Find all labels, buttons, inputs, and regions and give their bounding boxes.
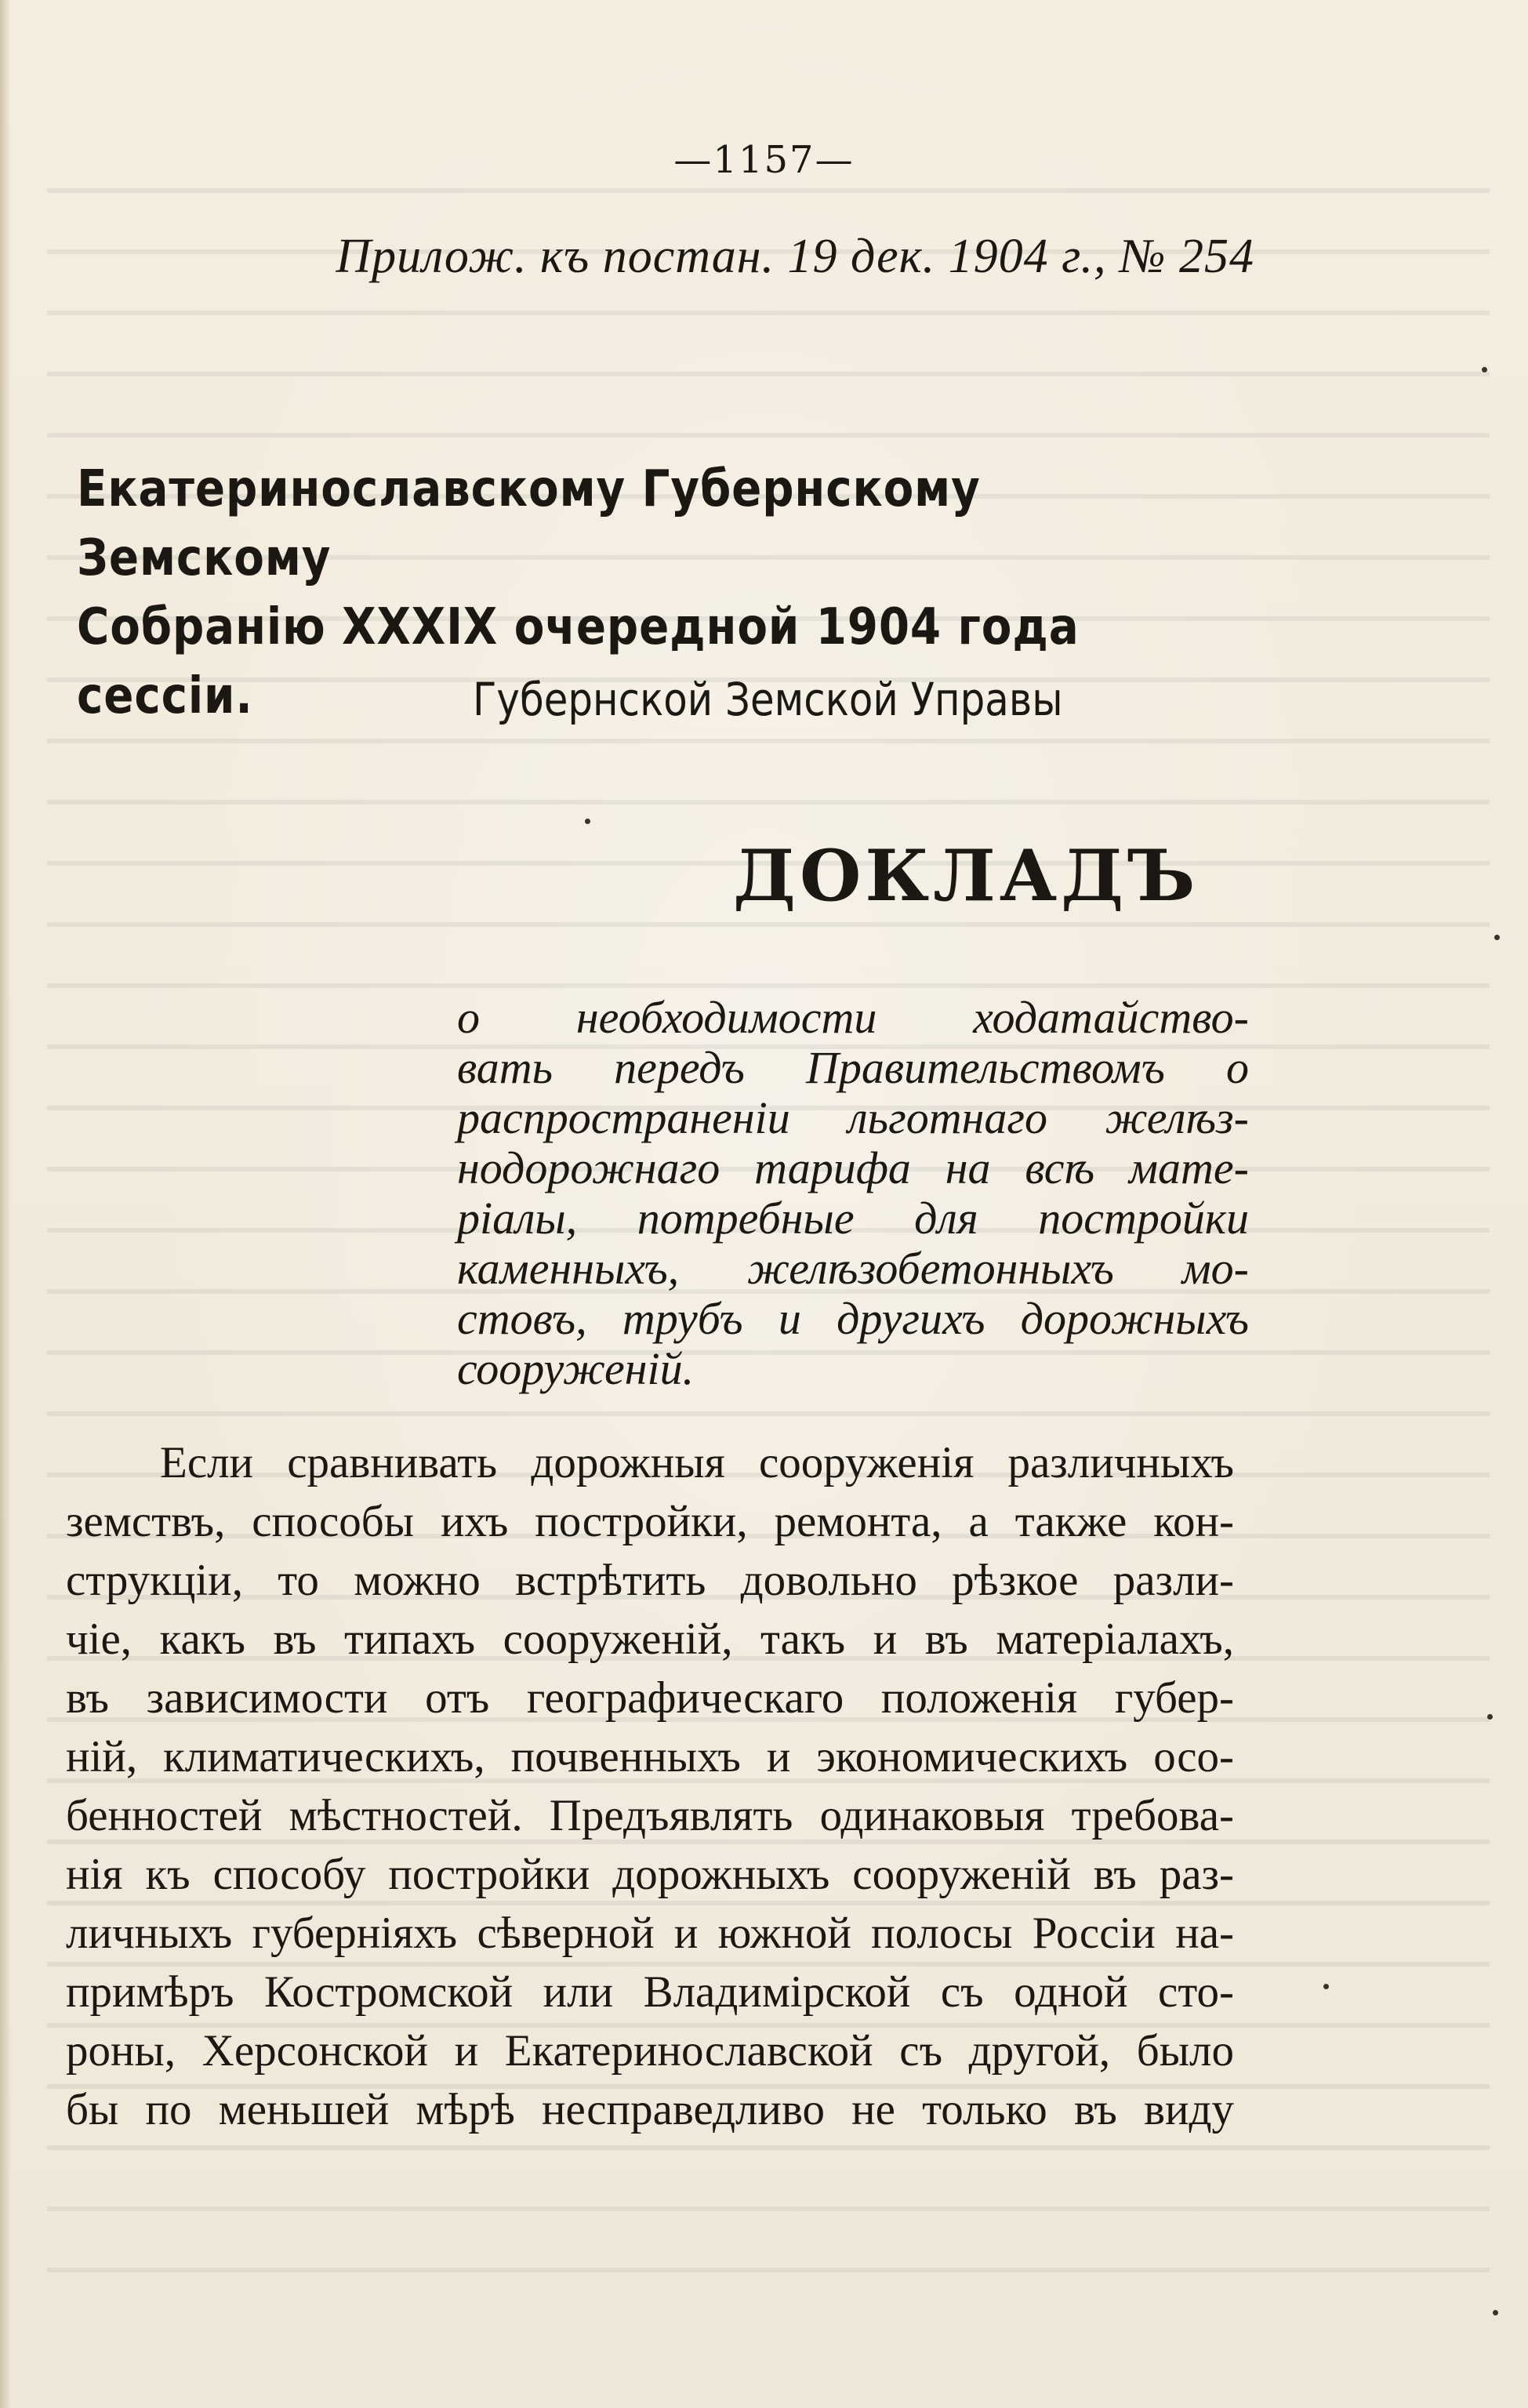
body-line: въ зависимости отъ географическаго положенія губер- — [66, 1673, 1234, 1723]
appendix-note: Прилож. къ постан. 19 дек. 1904 г., № 254 — [336, 230, 1254, 283]
body-line: личныхъ губерніяхъ сѣверной и южной полосы Россіи на- — [66, 1909, 1234, 1958]
ink-speck — [1494, 935, 1500, 940]
subject-line: стовъ, трубъ и другихъ дорожныхъ — [457, 1293, 1249, 1344]
body-paragraph — [66, 1433, 1234, 2139]
subject-line: распространеніи льготнаго желѣз- — [457, 1092, 1249, 1143]
subject-line: сооруженій. — [457, 1343, 695, 1394]
ink-speck — [1487, 1714, 1493, 1720]
subject-line: ріалы, потребные для постройки — [457, 1193, 1249, 1244]
report-title: ДОКЛАДЪ — [733, 834, 1200, 917]
subject-line: вать передъ Правительствомъ о — [457, 1042, 1249, 1093]
body-line: бы по меньшей мѣрѣ несправедливо не только въ виду — [66, 2085, 1234, 2134]
addressee-line-1: Екатеринославскому Губернскому Земскому — [77, 460, 981, 587]
body-line: Если сравнивать дорожныя сооруженія различныхъ — [160, 1438, 1234, 1487]
subject-line: о необходимости ходатайство- — [457, 992, 1249, 1043]
ink-speck — [585, 819, 590, 824]
ink-speck — [1482, 367, 1487, 372]
page-edge-shadow — [0, 0, 11, 2408]
report-subject — [457, 993, 1249, 1394]
ink-speck — [1323, 1984, 1329, 1989]
subject-line: нодорожнаго тарифа на всѣ мате- — [457, 1142, 1249, 1193]
page-number: —1157— — [673, 138, 855, 182]
body-line: примѣръ Костромской или Владимірской съ одной сто- — [66, 1967, 1234, 2017]
issuer-line: Губернской Земской Управы — [473, 673, 1063, 726]
body-line: нія къ способу постройки дорожныхъ сооруженій въ раз- — [66, 1850, 1234, 1899]
addressee-line-2: Собранію XXXIX очередной 1904 года сессіи. — [77, 598, 1080, 725]
ink-speck — [1493, 2310, 1498, 2315]
body-line: чіе, какъ въ типахъ сооруженій, такъ и въ матеріалахъ, — [66, 1614, 1234, 1664]
body-line: земствъ, способы ихъ постройки, ремонта, а также кон- — [66, 1497, 1234, 1546]
body-line: ній, климатическихъ, почвенныхъ и экономическихъ осо- — [66, 1732, 1234, 1781]
body-line: струкціи, то можно встрѣтить довольно рѣзкое разли- — [66, 1556, 1234, 1605]
body-line: роны, Херсонской и Екатеринославской съ другой, было — [66, 2026, 1234, 2076]
body-line: бенностей мѣстностей. Предъявлять одинаковыя требова- — [66, 1791, 1234, 1840]
subject-line: каменныхъ, желѣзобетонныхъ мо- — [457, 1243, 1249, 1294]
